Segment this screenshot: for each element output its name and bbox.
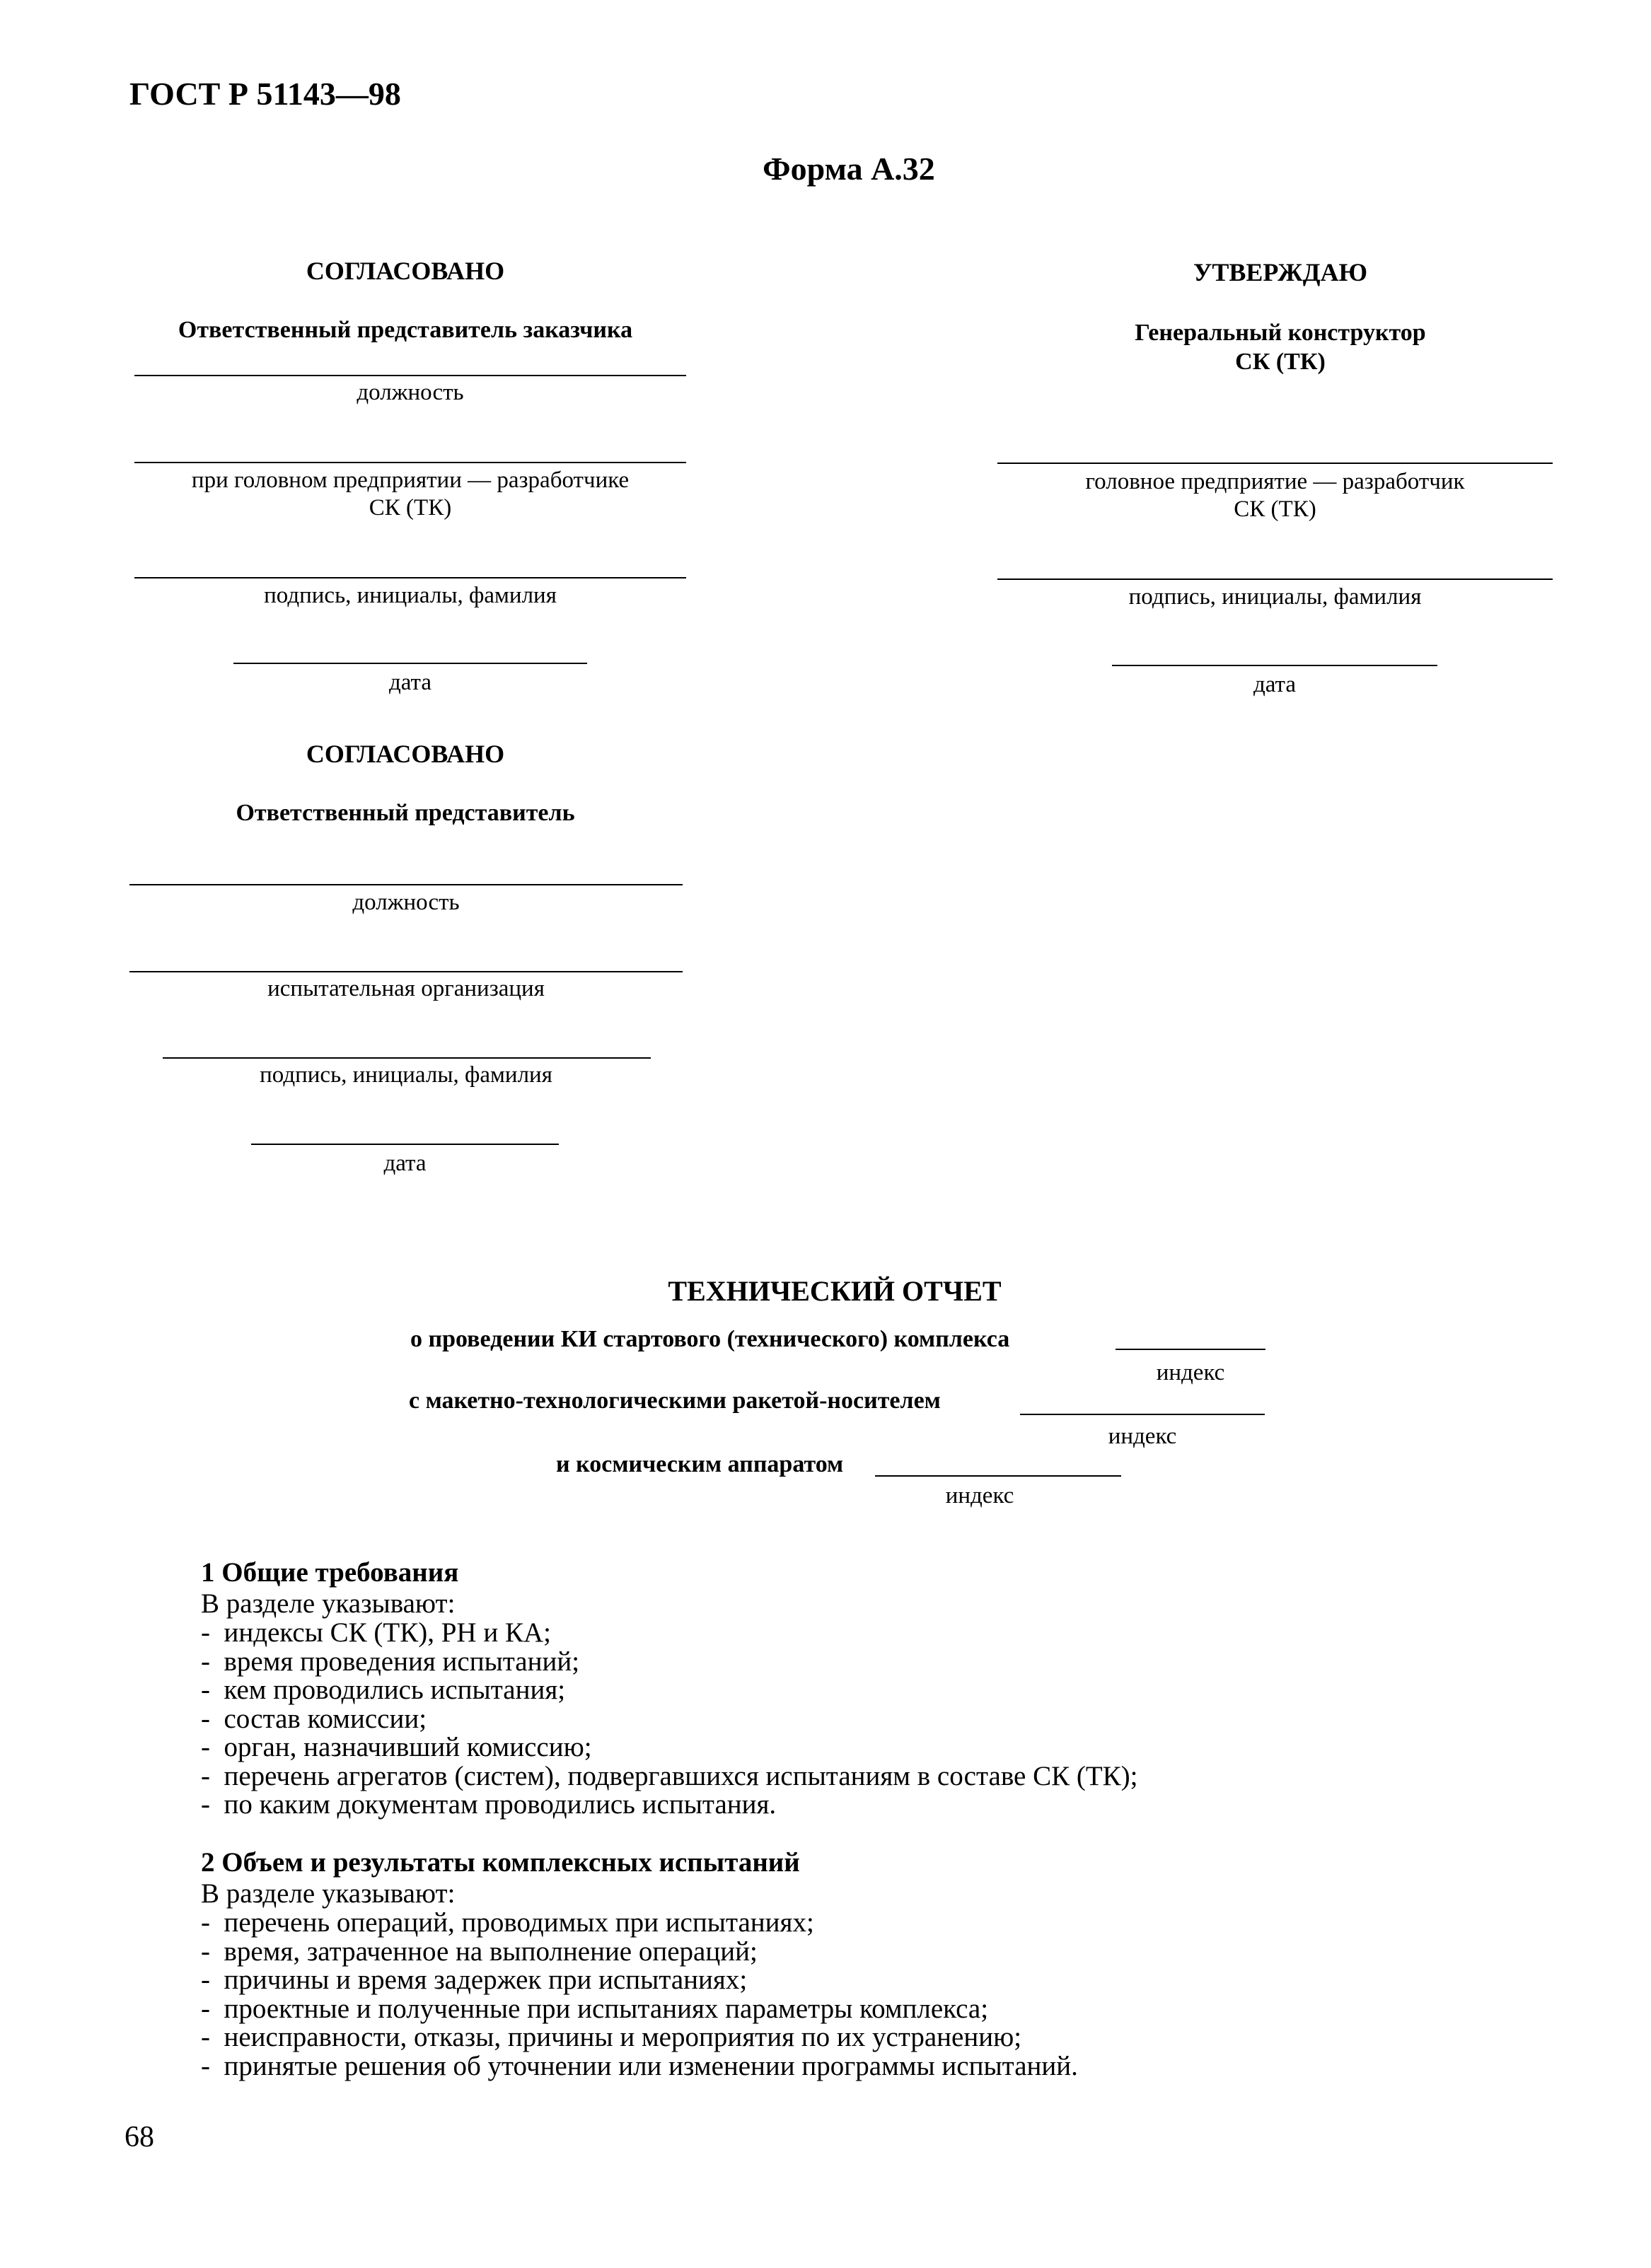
position-caption-2: должность [352, 890, 460, 915]
date-line-right [1112, 665, 1437, 666]
section-2-intro: В разделе указывают: [201, 1878, 456, 1909]
date-caption: дата [388, 670, 432, 695]
section-1-list [201, 1619, 1138, 1820]
enterprise-signature-line [134, 462, 686, 463]
date-caption-2: дата [383, 1151, 427, 1176]
list-item: - время проведения испытаний; [201, 1648, 1138, 1677]
signature-caption: подпись, инициалы, фамилия [264, 583, 557, 608]
date-caption-right: дата [1253, 672, 1297, 697]
signature-line [134, 577, 686, 578]
list-item: - кем проводились испытания; [201, 1676, 1138, 1705]
spacecraft-index-caption: индекс [945, 1483, 1014, 1508]
report-line-2: с макетно-технологическими ракетой-носителем [409, 1388, 941, 1414]
form-number: Форма А.32 [763, 151, 935, 187]
general-designer-sk: СК (ТК) [1235, 349, 1326, 375]
representative-role: Ответственный представитель [236, 800, 575, 826]
page-number: 68 [124, 2121, 154, 2153]
list-item: - орган, назначивший комиссию; [201, 1733, 1138, 1762]
list-item: - принятые решения об уточнении или изменении программы испытаний. [201, 2052, 1078, 2081]
test-org-caption: испытательная организация [267, 976, 545, 1001]
agreed-title-2: СОГЛАСОВАНО [306, 740, 505, 768]
signature-caption-2: подпись, инициалы, фамилия [260, 1062, 552, 1088]
section-2-list [201, 1909, 1078, 2081]
signature-caption-right: подпись, инициалы, фамилия [1128, 584, 1422, 610]
position-caption: должность [357, 380, 464, 405]
signature-line-2 [163, 1057, 651, 1059]
rocket-index-line [1020, 1414, 1265, 1415]
date-line-2 [251, 1144, 559, 1145]
list-item: - по каким документам проводились испытания. [201, 1791, 1138, 1820]
complex-index-line [1116, 1349, 1265, 1350]
list-item: - проектные и полученные при испытаниях параметры комплекса; [201, 1995, 1078, 2024]
list-item: - индексы СК (ТК), РН и КА; [201, 1619, 1138, 1648]
list-item: - причины и время задержек при испытаниях; [201, 1966, 1078, 1995]
head-enterprise-line [997, 463, 1553, 464]
date-line [233, 663, 587, 664]
section-1-heading: 1 Общие требования [201, 1557, 459, 1588]
list-item: - время, затраченное на выполнение операций; [201, 1938, 1078, 1967]
section-1-intro: В разделе указывают: [201, 1588, 456, 1619]
enterprise-caption-sk: СК (ТК) [369, 495, 452, 521]
standard-number: ГОСТ Р 51143—98 [129, 76, 401, 112]
position-signature-line [134, 375, 686, 376]
enterprise-caption: при головном предприятии — разработчике [191, 467, 630, 493]
general-designer-role: Генеральный конструктор [1135, 320, 1426, 346]
rocket-index-caption: индекс [1108, 1424, 1177, 1449]
list-item: - перечень агрегатов (систем), подвергавшихся испытаниям в составе СК (ТК); [201, 1762, 1138, 1791]
report-line-1: о проведении КИ стартового (технического) комплекса [410, 1326, 1010, 1352]
section-2-heading: 2 Объем и результаты комплексных испытаний [201, 1847, 800, 1878]
spacecraft-index-line [875, 1475, 1121, 1477]
approve-title: УТВЕРЖДАЮ [1193, 258, 1368, 286]
head-enterprise-caption-sk: СК (ТК) [1234, 496, 1316, 522]
report-line-3: и космическим аппаратом [556, 1451, 844, 1477]
customer-representative-role: Ответственный представитель заказчика [178, 317, 633, 343]
test-org-line [129, 971, 683, 972]
position-line-2 [129, 884, 683, 885]
head-enterprise-caption: головное предприятие — разработчик [1085, 469, 1465, 494]
agreed-title-1: СОГЛАСОВАНО [306, 257, 505, 285]
report-title: ТЕХНИЧЕСКИЙ ОТЧЕТ [668, 1275, 1002, 1307]
list-item: - состав комиссии; [201, 1705, 1138, 1734]
list-item: - неисправности, отказы, причины и мероприятия по их устранению; [201, 2023, 1078, 2052]
complex-index-caption: индекс [1156, 1360, 1225, 1385]
list-item: - перечень операций, проводимых при испытаниях; [201, 1909, 1078, 1938]
signature-line-right [997, 578, 1553, 580]
